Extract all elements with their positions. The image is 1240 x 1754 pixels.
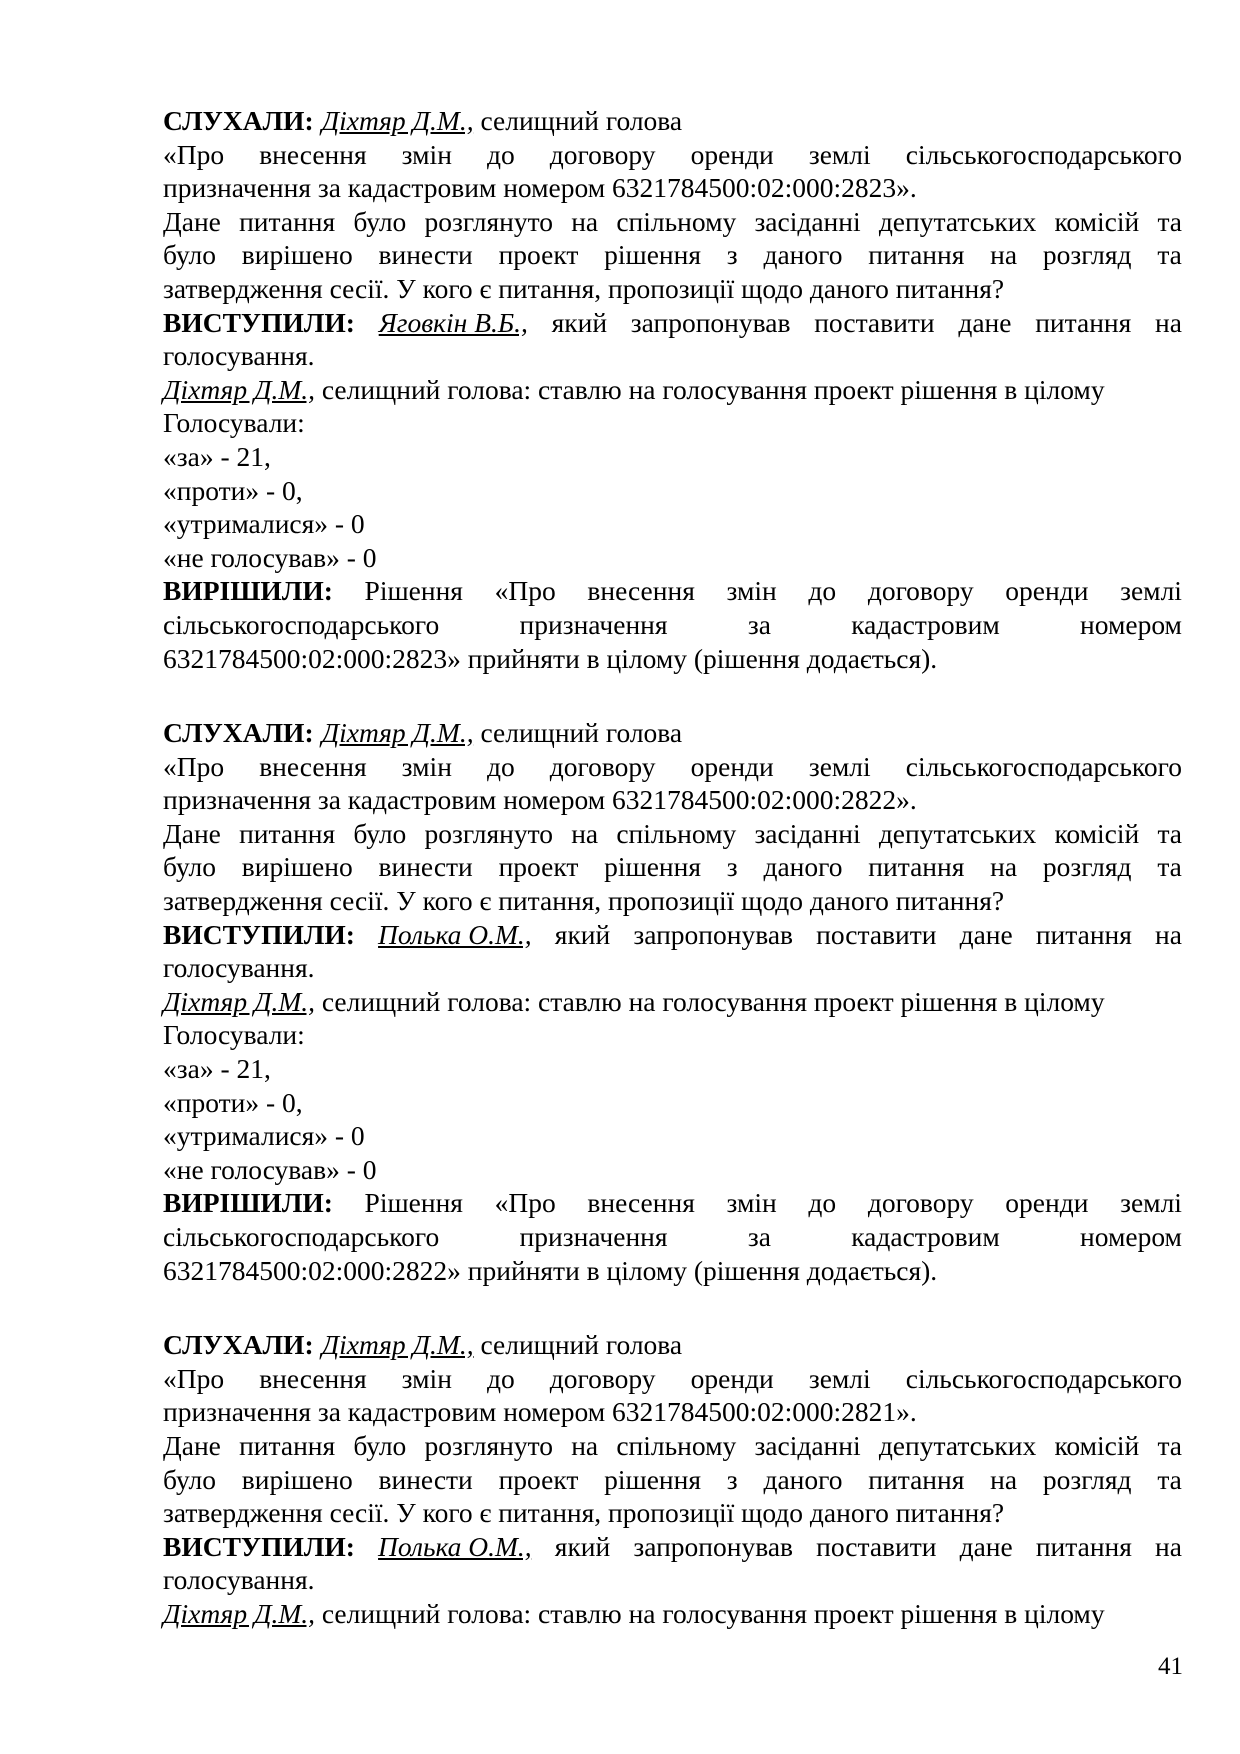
word: розгляд bbox=[1042, 239, 1132, 271]
text-line bbox=[163, 507, 1182, 541]
word: оренди bbox=[690, 750, 774, 782]
word: змін bbox=[401, 750, 452, 782]
word: змін bbox=[401, 138, 452, 170]
word: розглянуто bbox=[424, 817, 553, 849]
word: засіданні bbox=[754, 817, 861, 849]
word: на bbox=[571, 1429, 599, 1461]
word: рішення bbox=[604, 851, 701, 883]
body-text: «утрималися» - 0 bbox=[163, 1120, 365, 1152]
word: з bbox=[726, 239, 738, 271]
word: дане bbox=[958, 306, 1012, 338]
speaker-name: Діхтяр Д.М., bbox=[163, 1597, 315, 1629]
word: розглянуто bbox=[424, 205, 553, 237]
word: дане bbox=[959, 1530, 1013, 1562]
word: Дане bbox=[163, 817, 221, 849]
word: проект bbox=[498, 1463, 579, 1495]
body-text: «проти» - 0, bbox=[163, 1086, 303, 1118]
word: поставити bbox=[814, 306, 935, 338]
word: винести bbox=[378, 851, 473, 883]
text-line bbox=[163, 817, 1182, 851]
word: кадастровим bbox=[851, 1221, 1000, 1252]
body-text: голосування. bbox=[163, 1564, 315, 1596]
word: поставити bbox=[816, 1530, 937, 1562]
word: на bbox=[1155, 306, 1182, 338]
word: винести bbox=[378, 1463, 473, 1495]
word: питання bbox=[868, 1463, 965, 1495]
word: сільськогосподарського bbox=[905, 138, 1182, 170]
word: Дане bbox=[163, 205, 221, 237]
speaker-name: Діхтяр Д.М., bbox=[163, 985, 315, 1017]
text-line bbox=[163, 985, 1182, 1019]
text-line bbox=[163, 138, 1182, 172]
word: Рішення bbox=[364, 1187, 463, 1219]
text-line bbox=[163, 1563, 1182, 1597]
body-text: Голосували: bbox=[163, 407, 305, 439]
word: землі bbox=[808, 750, 871, 782]
word: внесення bbox=[587, 1187, 695, 1219]
text-line bbox=[163, 884, 1182, 918]
section-label: ВИСТУПИЛИ: bbox=[163, 1530, 355, 1562]
word: на bbox=[990, 239, 1018, 271]
word: питання bbox=[1035, 918, 1132, 950]
word: договору bbox=[549, 138, 656, 170]
word: кадастровим bbox=[851, 608, 1000, 640]
body-text: селищний голова bbox=[473, 717, 683, 749]
text-line bbox=[163, 474, 1182, 508]
text-line bbox=[163, 272, 1182, 306]
word: сільськогосподарського bbox=[163, 1221, 440, 1252]
word: договору bbox=[549, 750, 656, 782]
word: «Про bbox=[163, 138, 225, 170]
body-text: «утрималися» - 0 bbox=[163, 508, 365, 540]
word: даного bbox=[763, 1463, 843, 1495]
text-line bbox=[163, 1429, 1182, 1463]
word: призначення bbox=[519, 608, 668, 640]
word: оренди bbox=[1005, 1187, 1089, 1219]
word: питання bbox=[1035, 1530, 1132, 1562]
body-text: Голосували: bbox=[163, 1019, 305, 1051]
word: до bbox=[486, 138, 515, 170]
word: та bbox=[1157, 817, 1182, 849]
word: та bbox=[1157, 205, 1182, 237]
word: змін bbox=[726, 1187, 777, 1219]
word: на bbox=[571, 817, 599, 849]
word: на bbox=[571, 205, 599, 237]
protocol-section bbox=[163, 1328, 1182, 1630]
word: «Про bbox=[494, 575, 556, 607]
word: землі bbox=[808, 1362, 871, 1394]
body-text: «за» - 21, bbox=[163, 440, 271, 472]
word: Рішення bbox=[364, 575, 463, 607]
word: номером bbox=[1080, 608, 1182, 640]
text-line bbox=[163, 783, 1182, 817]
body-text: «за» - 21, bbox=[163, 1053, 271, 1085]
word: договору bbox=[867, 575, 974, 607]
word: оренди bbox=[690, 1362, 774, 1394]
word: землі bbox=[808, 138, 871, 170]
speaker-name: Діхтяр Д.М., bbox=[321, 1329, 474, 1361]
speaker-name: Полька О.М., bbox=[378, 918, 532, 950]
body-text: затвердження сесії. У кого є питання, пропозиції щодо даного питання? bbox=[163, 885, 1005, 917]
word: призначення bbox=[519, 1221, 668, 1252]
word: до bbox=[808, 575, 837, 607]
word: номером bbox=[1080, 1221, 1182, 1252]
text-line bbox=[163, 1119, 1182, 1153]
text-line bbox=[163, 1463, 1182, 1497]
section-gap bbox=[163, 1287, 1182, 1328]
body-text: затвердження сесії. У кого є питання, пропозиції щодо даного питання? bbox=[163, 1497, 1005, 1529]
text-line bbox=[163, 238, 1182, 272]
text-line bbox=[163, 1220, 1182, 1254]
text-line bbox=[163, 440, 1182, 474]
word: було bbox=[353, 817, 407, 849]
word: комісій bbox=[1054, 817, 1140, 849]
word: який bbox=[551, 306, 608, 338]
word: засіданні bbox=[754, 1429, 861, 1461]
word: на bbox=[990, 851, 1018, 883]
word: «Про bbox=[163, 1362, 225, 1394]
text-line bbox=[163, 104, 1182, 138]
word: змін bbox=[726, 575, 777, 607]
word: було bbox=[353, 1429, 407, 1461]
word: до bbox=[808, 1187, 837, 1219]
text-line bbox=[163, 1395, 1182, 1429]
word: внесення bbox=[259, 750, 367, 782]
word: внесення bbox=[587, 575, 695, 607]
speaker-name: Діхтяр Д.М., bbox=[321, 717, 474, 749]
word: та bbox=[1157, 851, 1182, 883]
body-text: голосування. bbox=[163, 340, 315, 372]
body-text: «не голосував» - 0 bbox=[163, 1153, 377, 1185]
word: питання bbox=[239, 205, 336, 237]
word: винести bbox=[378, 239, 473, 271]
body-text: призначення за кадастровим номером 6321784500:02:000:2821». bbox=[163, 1396, 917, 1428]
text-line bbox=[163, 373, 1182, 407]
document-page bbox=[163, 104, 1182, 1631]
word: оренди bbox=[1005, 575, 1089, 607]
word: «Про bbox=[494, 1187, 556, 1219]
word: комісій bbox=[1054, 1429, 1140, 1461]
word: який bbox=[554, 918, 611, 950]
speaker-name: Полька О.М., bbox=[378, 1530, 532, 1562]
word: договору bbox=[549, 1362, 656, 1394]
text-line bbox=[163, 716, 1182, 750]
word: даного bbox=[763, 851, 843, 883]
word: та bbox=[1157, 239, 1182, 271]
text-line bbox=[163, 850, 1182, 884]
body-text: селищний голова: ставлю на голосування проект рішення в цілому bbox=[314, 1597, 1105, 1629]
text-line bbox=[163, 608, 1182, 642]
protocol-section bbox=[163, 104, 1182, 675]
word: сільськогосподарського bbox=[163, 608, 440, 640]
word: було bbox=[353, 205, 407, 237]
text-line bbox=[163, 1362, 1182, 1396]
text-line bbox=[163, 1052, 1182, 1086]
word: дане bbox=[959, 918, 1013, 950]
word: «Про bbox=[163, 750, 225, 782]
word: вирішено bbox=[241, 239, 353, 271]
word: проект bbox=[498, 851, 579, 883]
word: спільному bbox=[616, 1429, 737, 1461]
text-line bbox=[163, 205, 1182, 239]
text-line bbox=[163, 574, 1182, 608]
text-line bbox=[163, 918, 1182, 952]
word: рішення bbox=[604, 1463, 701, 1495]
speaker-name: Діхтяр Д.М., bbox=[321, 105, 474, 136]
text-line bbox=[163, 1018, 1182, 1052]
body-text: 6321784500:02:000:2822» прийняти в цілому (рішення додається). bbox=[163, 1254, 938, 1286]
body-text: голосування. bbox=[163, 952, 315, 984]
word: проект bbox=[498, 239, 579, 271]
word: на bbox=[1155, 1530, 1182, 1562]
body-text: «проти» - 0, bbox=[163, 474, 303, 506]
section-label: ВИСТУПИЛИ: bbox=[163, 918, 355, 950]
word: депутатських bbox=[878, 1429, 1037, 1461]
word: засіданні bbox=[754, 205, 861, 237]
section-label: ВИРІШИЛИ: bbox=[163, 1187, 333, 1219]
text-line bbox=[163, 750, 1182, 784]
section-gap bbox=[163, 675, 1182, 716]
word: було bbox=[163, 1463, 216, 1495]
body-text: селищний голова bbox=[473, 105, 683, 136]
body-text: затвердження сесії. У кого є питання, пропозиції щодо даного питання? bbox=[163, 272, 1005, 304]
body-text: селищний голова: ставлю на голосування проект рішення в цілому bbox=[314, 985, 1105, 1017]
section-label: СЛУХАЛИ: bbox=[163, 1329, 314, 1361]
speaker-name: Яговкін В.Б., bbox=[378, 306, 528, 338]
body-text: селищний голова: ставлю на голосування проект рішення в цілому bbox=[314, 373, 1105, 405]
word: внесення bbox=[259, 138, 367, 170]
word: змін bbox=[401, 1362, 452, 1394]
word: та bbox=[1157, 1429, 1182, 1461]
text-line bbox=[163, 171, 1182, 205]
word: з bbox=[726, 851, 738, 883]
section-label: СЛУХАЛИ: bbox=[163, 717, 314, 749]
section-label: ВИРІШИЛИ: bbox=[163, 575, 333, 607]
word: з bbox=[726, 1463, 738, 1495]
word: Дане bbox=[163, 1429, 221, 1461]
word: землі bbox=[1120, 1187, 1182, 1219]
protocol-section bbox=[163, 716, 1182, 1287]
text-line bbox=[163, 1186, 1182, 1220]
word: розгляд bbox=[1042, 1463, 1132, 1495]
word: землі bbox=[1120, 575, 1182, 607]
word: питання bbox=[239, 1429, 336, 1461]
word: розгляд bbox=[1042, 851, 1132, 883]
word: депутатських bbox=[878, 817, 1037, 849]
word: рішення bbox=[604, 239, 701, 271]
word: спільному bbox=[616, 205, 737, 237]
text-line bbox=[163, 541, 1182, 575]
word: до bbox=[486, 1362, 515, 1394]
word: питання bbox=[868, 239, 965, 271]
word: сільськогосподарського bbox=[905, 750, 1182, 782]
text-line bbox=[163, 1328, 1182, 1362]
text-line bbox=[163, 1530, 1182, 1564]
word: до bbox=[486, 750, 515, 782]
speaker-name: Діхтяр Д.М., bbox=[163, 373, 315, 405]
body-text: призначення за кадастровим номером 6321784500:02:000:2822». bbox=[163, 784, 917, 816]
word: розглянуто bbox=[424, 1429, 553, 1461]
text-line bbox=[163, 951, 1182, 985]
word: та bbox=[1157, 1463, 1182, 1495]
word: сільськогосподарського bbox=[905, 1362, 1182, 1394]
text-line bbox=[163, 1496, 1182, 1530]
word: комісій bbox=[1054, 205, 1140, 237]
body-text: селищний голова bbox=[473, 1329, 683, 1361]
word: на bbox=[990, 1463, 1018, 1495]
word: вирішено bbox=[241, 1463, 353, 1495]
word: вирішено bbox=[241, 851, 353, 883]
text-line bbox=[163, 1597, 1182, 1631]
word: оренди bbox=[690, 138, 774, 170]
word: було bbox=[163, 851, 216, 883]
word: поставити bbox=[816, 918, 937, 950]
text-line bbox=[163, 1086, 1182, 1120]
word: за bbox=[747, 608, 771, 640]
text-line bbox=[163, 1153, 1182, 1187]
word: за bbox=[747, 1221, 771, 1252]
body-text: 6321784500:02:000:2823» прийняти в цілому (рішення додається). bbox=[163, 642, 938, 674]
word: спільному bbox=[616, 817, 737, 849]
word: було bbox=[163, 239, 216, 271]
word: депутатських bbox=[878, 205, 1037, 237]
word: даного bbox=[763, 239, 843, 271]
section-label: СЛУХАЛИ: bbox=[163, 105, 314, 136]
word: внесення bbox=[259, 1362, 367, 1394]
body-text: призначення за кадастровим номером 6321784500:02:000:2823». bbox=[163, 172, 917, 204]
body-text: «не голосував» - 0 bbox=[163, 541, 377, 573]
word: питання bbox=[239, 817, 336, 849]
word: питання bbox=[1035, 306, 1132, 338]
text-line bbox=[163, 642, 1182, 676]
text-line bbox=[163, 1254, 1182, 1288]
text-line bbox=[163, 306, 1182, 340]
word: договору bbox=[867, 1187, 974, 1219]
text-line bbox=[163, 406, 1182, 440]
section-label: ВИСТУПИЛИ: bbox=[163, 306, 355, 338]
page-number: 41 bbox=[1158, 1653, 1183, 1680]
word: запропонував bbox=[630, 306, 791, 338]
text-line bbox=[163, 339, 1182, 373]
word: запропонував bbox=[633, 1530, 794, 1562]
word: який bbox=[554, 1530, 611, 1562]
word: на bbox=[1155, 918, 1182, 950]
word: запропонував bbox=[633, 918, 794, 950]
word: питання bbox=[868, 851, 965, 883]
